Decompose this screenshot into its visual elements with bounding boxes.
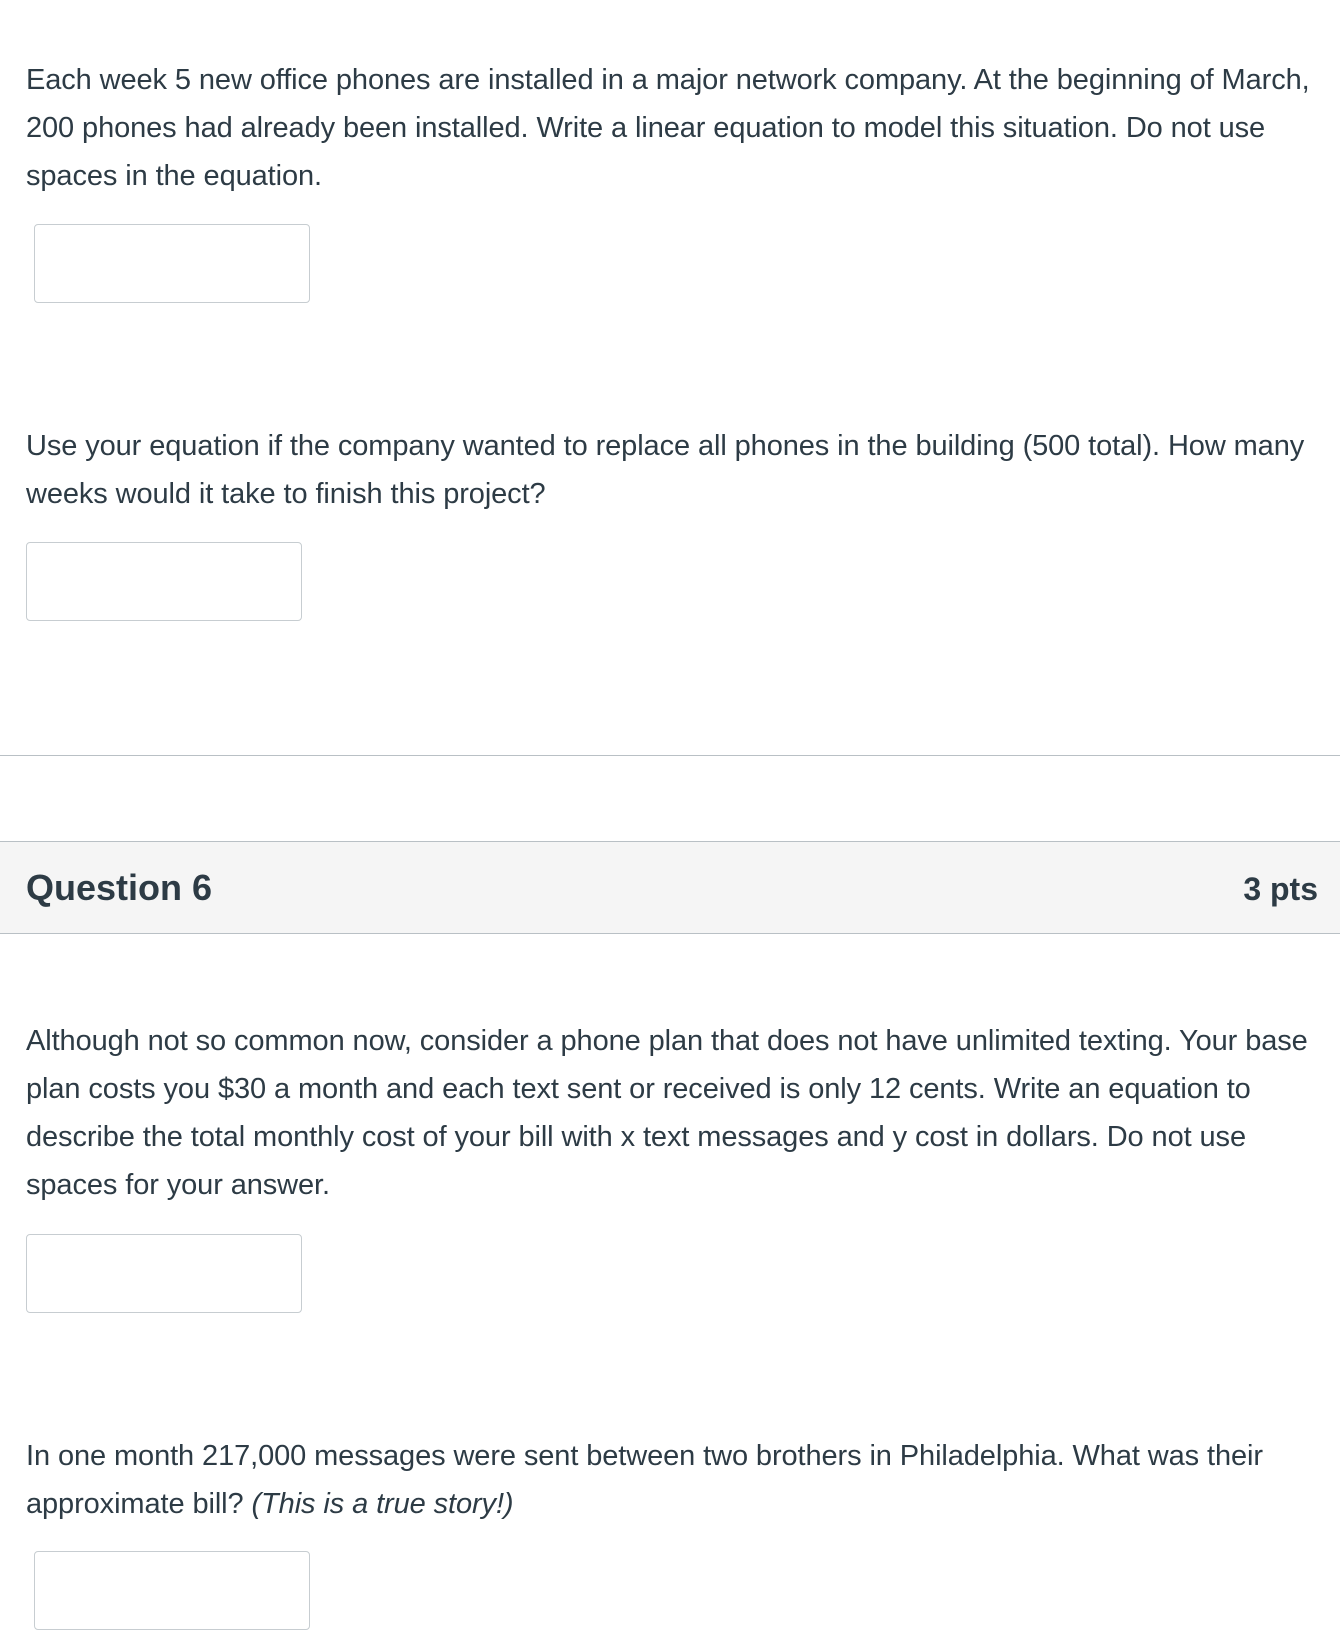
q5-part1-text: Each week 5 new office phones are installed in a major network company. At the beginning of March, 200 phones had already been installed. Write a linear equation to model this situation. Do not use spaces in the equation. — [26, 64, 1310, 192]
question-title: Question 6 — [26, 867, 213, 908]
question-divider — [0, 755, 1340, 756]
q6-part2-note: (This is a true story!) — [251, 1488, 514, 1520]
q6-part2-question: In one month 217,000 messages were sent between two brothers in Philadelphia. What was their approximate bill? — [26, 1440, 1263, 1520]
question-points: 3 pts — [1243, 871, 1318, 907]
q6-equation-input[interactable] — [26, 1234, 302, 1313]
q5-part2-text: Use your equation if the company wanted to replace all phones in the building (500 total). How many weeks would it take to finish this project? — [26, 430, 1305, 510]
question-6-header — [0, 841, 1340, 934]
q6-bill-input[interactable] — [34, 1551, 310, 1630]
q5-equation-input[interactable] — [34, 224, 310, 303]
q6-part1-text: Although not so common now, consider a phone plan that does not have unlimited texting. Your base plan costs you $30 a month and each text sent or received is only 12 cents. Write an equation to describe the total monthly cost of your bill with x text messages and y cost in dollars. Do not use spaces for your answer. — [26, 1025, 1308, 1201]
q5-weeks-input[interactable] — [26, 542, 302, 621]
q6-part2-text — [26, 1432, 1330, 1528]
